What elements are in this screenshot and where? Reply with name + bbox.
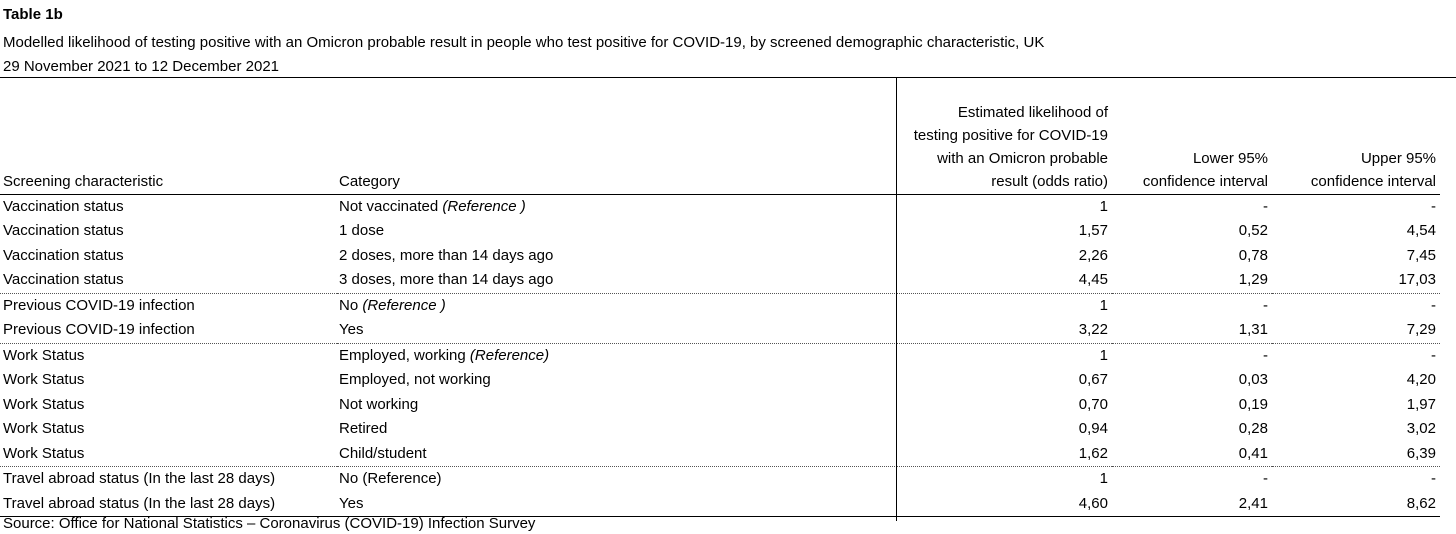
cell-upper-ci: 6,39 [1272, 442, 1440, 467]
header-estimate [897, 99, 1112, 194]
cell-upper-ci: 8,62 [1272, 492, 1440, 517]
cell-category: Retired [339, 420, 388, 437]
cell-lower-ci: 2,41 [1112, 492, 1272, 517]
table-row [0, 393, 1440, 418]
cell-lower-ci: 1,31 [1112, 318, 1272, 343]
cell-upper-ci: 7,29 [1272, 318, 1440, 343]
data-table [0, 99, 1440, 517]
cell-upper-ci: 4,54 [1406, 222, 1436, 239]
table-row [0, 219, 1440, 244]
cell-category [337, 194, 897, 219]
cell-category [337, 293, 897, 318]
cell-odds-ratio: 1,57 [1078, 222, 1108, 239]
table-body [0, 194, 1440, 517]
header-estimate-line: Estimated likelihood of [957, 103, 1108, 121]
cell-lower-ci: - [1263, 197, 1268, 215]
category-text: Not vaccinated [339, 197, 443, 215]
table-row [0, 492, 1440, 517]
cell-odds-ratio: 3,22 [897, 318, 1112, 343]
header-row [0, 99, 1440, 194]
cell-category: Yes [337, 492, 897, 517]
cell-characteristic: Previous COVID-19 infection [3, 296, 195, 314]
cell-odds-ratio: 1 [1099, 470, 1108, 487]
header-category: Category [337, 99, 897, 194]
date-range: 29 November 2021 to 12 December 2021 [3, 58, 280, 75]
header-lower-line: Lower 95% [1192, 149, 1268, 167]
cell-odds-ratio: 4,60 [897, 492, 1112, 517]
cell-category: 3 doses, more than 14 days ago [337, 268, 897, 293]
category-text: No [339, 296, 363, 314]
cell-characteristic: Work Status [3, 346, 85, 364]
cell-upper-ci: - [1431, 296, 1436, 314]
column-divider [896, 77, 897, 521]
table-row [0, 268, 1440, 293]
cell-characteristic: Work Status [3, 420, 85, 437]
table-row [0, 318, 1440, 343]
cell-lower-ci: 1,29 [1112, 268, 1272, 293]
header-estimate-line: with an Omicron probable [937, 149, 1108, 167]
header-characteristic: Screening characteristic [0, 99, 337, 194]
cell-characteristic: Previous COVID-19 infection [0, 318, 337, 343]
cell-odds-ratio: 1 [1099, 346, 1108, 364]
cell-lower-ci: 0,19 [1238, 395, 1268, 413]
cell-characteristic: Work Status [0, 442, 337, 467]
cell-odds-ratio: 2,26 [1078, 246, 1108, 264]
cell-category: Yes [337, 318, 897, 343]
cell-odds-ratio: 0,67 [1078, 371, 1108, 388]
cell-lower-ci: 0,52 [1238, 222, 1268, 239]
cell-lower-ci: - [1263, 346, 1268, 364]
header-lower-line: confidence interval [1142, 172, 1268, 190]
cell-upper-ci: 1,97 [1406, 395, 1436, 413]
cell-characteristic: Vaccination status [0, 268, 337, 293]
cell-category [337, 343, 897, 368]
header-lower-ci [1112, 99, 1272, 194]
cell-characteristic: Travel abroad status (In the last 28 days) [3, 470, 276, 487]
cell-upper-ci: 7,45 [1406, 246, 1436, 264]
header-estimate-line: result (odds ratio) [991, 172, 1108, 190]
table-row [0, 467, 1440, 492]
cell-category: No (Reference) [339, 470, 442, 487]
table-row [0, 368, 1440, 393]
table-row [0, 417, 1440, 442]
table-row [0, 244, 1440, 269]
source-note: Source: Office for National Statistics – Coronavirus (COVID-19) Infection Survey [3, 515, 536, 532]
cell-lower-ci: 0,78 [1238, 246, 1268, 264]
table-row [0, 293, 1440, 318]
top-rule [0, 77, 1456, 78]
header-upper-line: confidence interval [1310, 172, 1436, 190]
cell-characteristic: Work Status [3, 371, 85, 388]
table-row [0, 343, 1440, 368]
category-reference: (Reference ) [442, 197, 526, 215]
cell-upper-ci: - [1431, 470, 1436, 487]
cell-characteristic: Vaccination status [3, 246, 124, 264]
table-title: Table 1b [3, 6, 63, 23]
table-subtitle: Modelled likelihood of testing positive with an Omicron probable result in people who test positive for COVID-19, by screened demographic characteristic, UK [3, 34, 1045, 51]
cell-lower-ci: 0,03 [1238, 371, 1268, 388]
cell-lower-ci: - [1263, 296, 1268, 314]
cell-odds-ratio: 4,45 [897, 268, 1112, 293]
cell-odds-ratio: 0,70 [1078, 395, 1108, 413]
table-row [0, 442, 1440, 467]
header-upper-line: Upper 95% [1360, 149, 1436, 167]
cell-lower-ci: 0,41 [1112, 442, 1272, 467]
cell-characteristic: Vaccination status [3, 222, 124, 239]
cell-category: Child/student [337, 442, 897, 467]
header-upper-ci [1272, 99, 1440, 194]
cell-upper-ci: - [1431, 346, 1436, 364]
cell-upper-ci: 17,03 [1272, 268, 1440, 293]
cell-characteristic: Travel abroad status (In the last 28 days) [0, 492, 337, 517]
header-estimate-line: testing positive for COVID-19 [913, 126, 1108, 144]
cell-odds-ratio: 1,62 [897, 442, 1112, 467]
cell-odds-ratio: 1 [1099, 197, 1108, 215]
cell-odds-ratio: 1 [1099, 296, 1108, 314]
cell-lower-ci: - [1263, 470, 1268, 487]
cell-characteristic: Vaccination status [3, 197, 124, 215]
cell-upper-ci: 3,02 [1406, 420, 1436, 437]
cell-upper-ci: 4,20 [1406, 371, 1436, 388]
cell-category: Employed, not working [339, 371, 491, 388]
cell-category: Not working [339, 395, 419, 413]
category-reference: (Reference ) [362, 296, 446, 314]
cell-category: 2 doses, more than 14 days ago [339, 246, 554, 264]
category-reference: (Reference) [469, 346, 550, 364]
cell-upper-ci: - [1431, 197, 1436, 215]
cell-odds-ratio: 0,94 [1078, 420, 1108, 437]
table-row [0, 194, 1440, 219]
cell-characteristic: Work Status [3, 395, 85, 413]
cell-lower-ci: 0,28 [1238, 420, 1268, 437]
cell-category: 1 dose [339, 222, 385, 239]
category-text: Employed, working [339, 346, 470, 364]
